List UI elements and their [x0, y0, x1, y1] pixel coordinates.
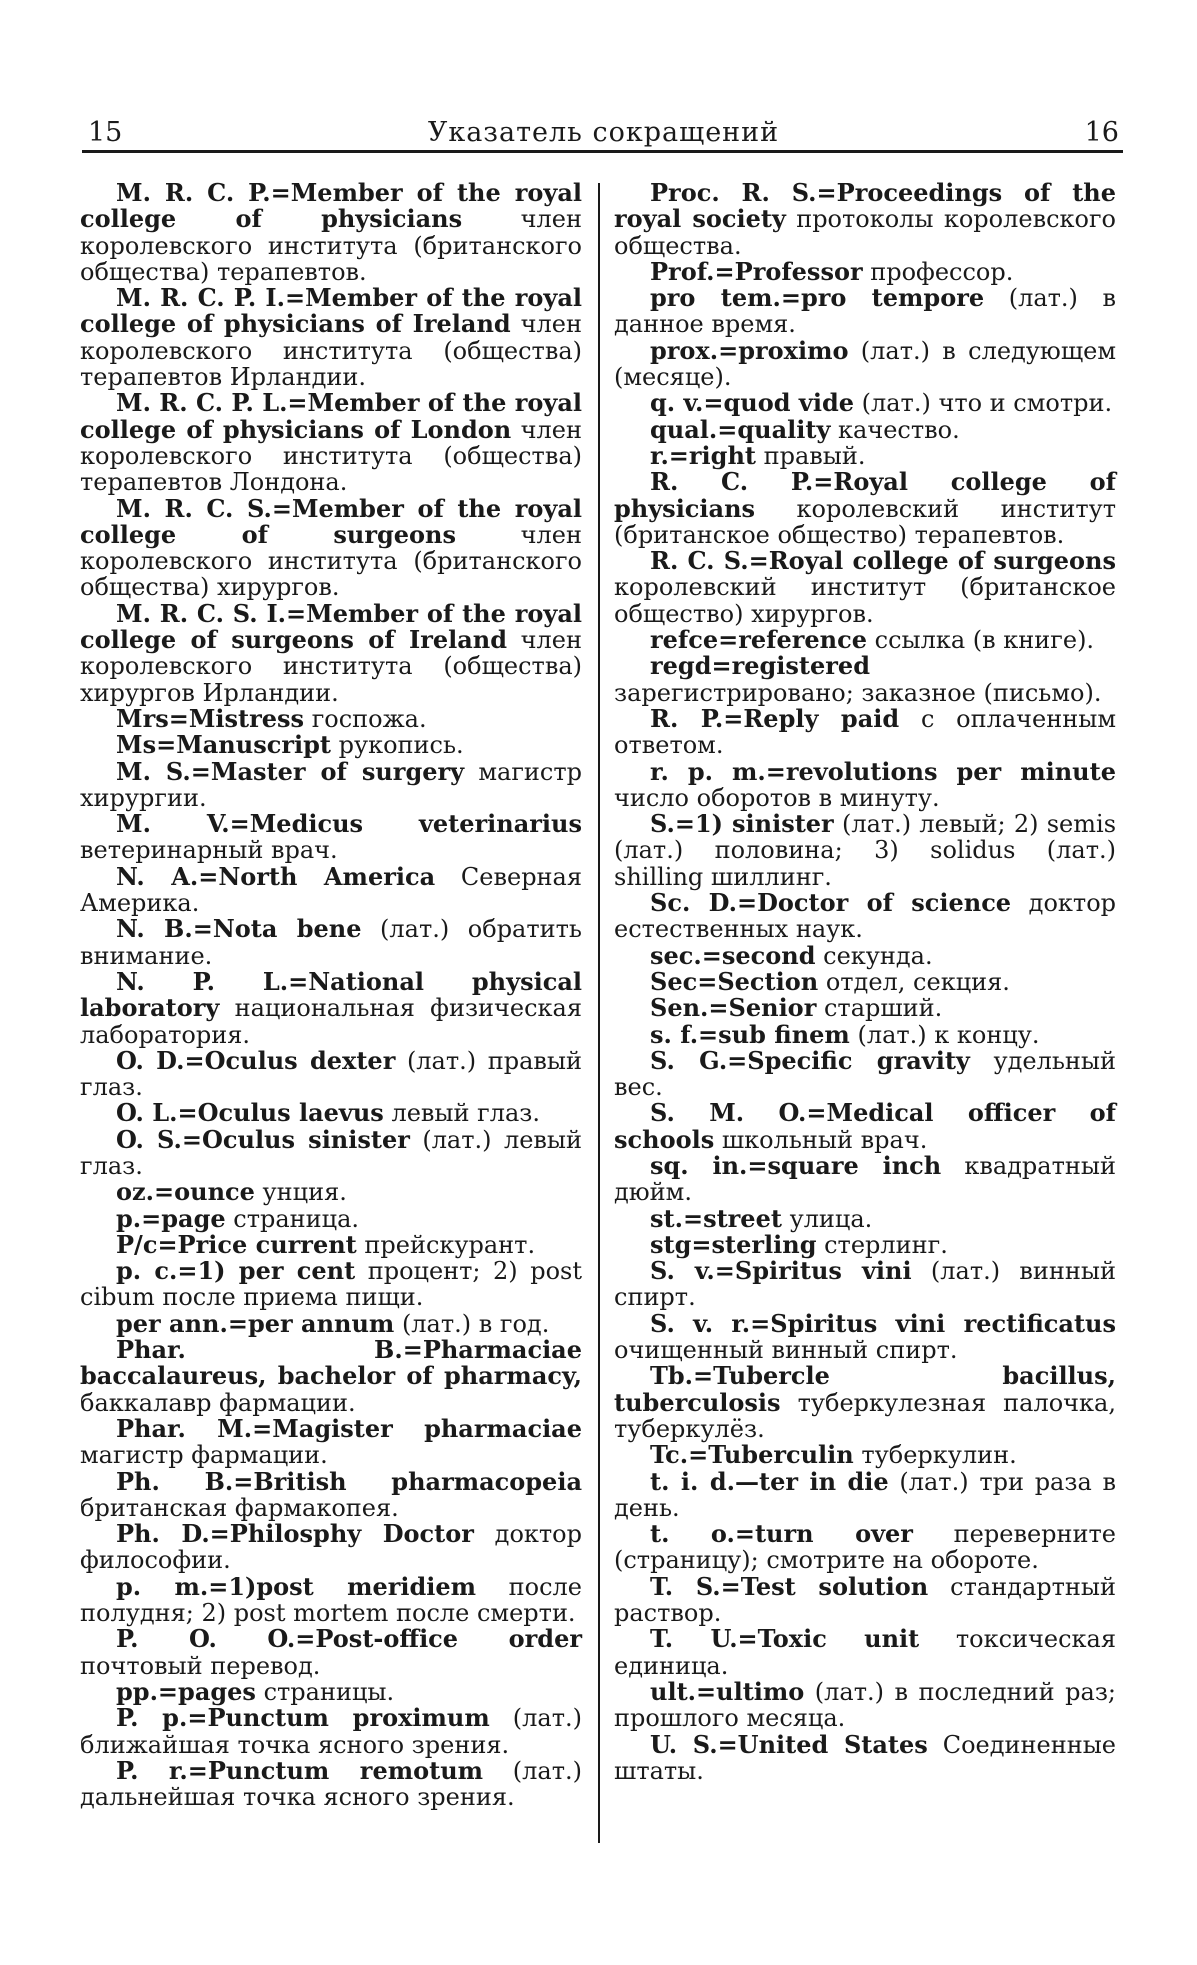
- abbreviation: U. S.: [650, 1729, 718, 1759]
- translation: (лат.) к концу.: [849, 1020, 1040, 1049]
- translation: национальная физическая лаборатория.: [80, 994, 582, 1049]
- abbreviation: Ph. D.: [116, 1519, 210, 1549]
- abbreviation: R. C. P.: [650, 467, 814, 497]
- translation: (лат.) левый глаз.: [80, 1125, 583, 1180]
- translation: токсическая единица.: [614, 1625, 1116, 1680]
- abbreviation-entry: [80, 732, 582, 758]
- abbreviation-entry: [80, 1100, 582, 1126]
- translation: Соединенные штаты.: [614, 1730, 1116, 1785]
- translation: доктор естественных наук.: [614, 889, 1116, 944]
- abbreviation: pp.: [116, 1676, 158, 1706]
- abbreviation: M. S.: [116, 756, 191, 786]
- right-column: [614, 180, 1116, 1784]
- abbreviation-entry: [614, 1045, 1116, 1102]
- abbreviation: N. B.: [116, 914, 193, 944]
- expansion: =1) per cent: [177, 1256, 356, 1286]
- abbreviation: P. O. O.: [116, 1624, 296, 1654]
- abbreviation: per ann.: [116, 1308, 228, 1338]
- abbreviation: M. V.: [116, 809, 230, 839]
- translation: Северная Америка.: [80, 862, 582, 918]
- abbreviation: R. C. S.: [650, 546, 749, 576]
- expansion: =Proceedings of the royal society: [614, 178, 1116, 234]
- translation: (лат.) левый; 2) semis (лат.) половина; 3) solidus (лат.) shilling шиллинг.: [614, 810, 1117, 891]
- expansion: =Oculus sinister: [181, 1124, 410, 1154]
- abbreviation: ult.: [650, 1676, 697, 1706]
- expansion: =second: [701, 940, 816, 970]
- expansion: =sub finem: [698, 1019, 850, 1049]
- abbreviation-entry: [614, 1729, 1116, 1785]
- expansion: =square inch: [747, 1150, 942, 1180]
- translation: ветеринарный врач.: [80, 836, 338, 865]
- abbreviation: M. R. C. P. I.: [116, 283, 285, 313]
- translation: член королевского института (общества) терапевтов Лондона.: [80, 415, 582, 497]
- translation: после полудня; 2) post mortem после смерти.: [80, 1572, 582, 1628]
- abbreviation: Mrs: [116, 703, 169, 733]
- abbreviation-entry: [614, 1442, 1116, 1468]
- expansion: =registered: [711, 651, 870, 681]
- expansion: =Mistress: [168, 703, 305, 733]
- abbreviation: M. R. C. P. L.: [116, 388, 288, 418]
- translation: член королевского института (британского общества) хирургов.: [80, 520, 582, 602]
- abbreviation-entry: [80, 1045, 582, 1102]
- abbreviation-entry: [614, 995, 1116, 1021]
- expansion: =Pharmaciae baccalaureus, bachelor of pharmacy,: [80, 1335, 582, 1391]
- abbreviation: P. p.: [116, 1703, 188, 1733]
- abbreviation: T. U.: [650, 1624, 738, 1654]
- abbreviation-entry: [614, 548, 1116, 627]
- translation: (лат.) что и смотри.: [854, 389, 1113, 418]
- expansion: =Spiritus vini: [714, 1256, 912, 1286]
- abbreviation-entry: [80, 1521, 582, 1574]
- expansion: =Member of the royal college of physicians of London: [80, 388, 582, 444]
- expansion: =Post-office order: [295, 1624, 582, 1654]
- abbreviation: P. r.: [116, 1755, 188, 1785]
- expansion: =pro tempore: [780, 283, 985, 313]
- abbreviation: Phar. B.: [116, 1335, 403, 1365]
- translation: рукопись.: [330, 731, 464, 760]
- translation: ссылка (в книге).: [867, 626, 1095, 655]
- abbreviation: Sec: [650, 966, 698, 996]
- translation: туберкулезная палочка, туберкулёз.: [614, 1388, 1116, 1443]
- expansion: =Royal college of physicians: [614, 467, 1116, 523]
- expansion: =ounce: [154, 1177, 255, 1207]
- abbreviation-entry: [80, 1229, 582, 1259]
- translation: королевский институт (британское общество) терапевтов.: [614, 494, 1116, 549]
- abbreviation: T. S.: [650, 1571, 721, 1601]
- translation: магистр хирургии.: [80, 757, 582, 812]
- expansion: =Member of the royal college of surgeons of Ireland: [80, 598, 582, 655]
- expansion: =Professor: [714, 256, 863, 286]
- abbreviation-entry: [614, 1019, 1116, 1049]
- translation: протоколы королевского общества.: [614, 205, 1116, 260]
- expansion: =Spiritus vini rectificatus: [750, 1308, 1116, 1338]
- abbreviation: Tb.: [650, 1361, 693, 1391]
- expansion: =Manuscript: [156, 730, 331, 760]
- translation: британская фармакопея.: [80, 1493, 399, 1522]
- abbreviation-entry: [614, 703, 1116, 760]
- translation: удельный вес.: [614, 1046, 1116, 1102]
- translation: туберкулин.: [853, 1441, 1017, 1470]
- expansion: =turn over: [734, 1519, 913, 1549]
- translation: госпожа.: [304, 704, 427, 733]
- translation: стандартный раствор.: [614, 1572, 1116, 1628]
- abbreviation: Prof.: [650, 256, 715, 286]
- abbreviation: sec.: [650, 940, 702, 970]
- abbreviation: P/c: [116, 1229, 158, 1259]
- abbreviation-entry: [80, 1755, 582, 1812]
- expansion: =Oculus laevus: [177, 1098, 384, 1128]
- abbreviation: O. L.: [116, 1098, 178, 1128]
- expansion: =Price current: [157, 1229, 357, 1259]
- abbreviation: O. S.: [116, 1124, 182, 1154]
- translation: улица.: [781, 1204, 873, 1233]
- abbreviation-entry: [614, 1363, 1116, 1442]
- translation: с оплаченным ответом.: [614, 704, 1116, 760]
- abbreviation: t. i. d.: [650, 1466, 735, 1496]
- translation: (лат.) дальнейшая точка ясного зрения.: [80, 1756, 582, 1812]
- expansion: =street: [682, 1203, 782, 1233]
- abbreviation: S. v.: [650, 1256, 715, 1286]
- abbreviation: stg: [650, 1229, 692, 1259]
- abbreviation: p. m.: [116, 1571, 209, 1601]
- expansion: =quod vide: [703, 388, 854, 418]
- abbreviation-entry: [80, 1337, 582, 1416]
- abbreviation: regd: [650, 651, 712, 681]
- translation: отдел, секция.: [818, 967, 1010, 996]
- abbreviation-entry: [614, 1229, 1116, 1259]
- abbreviation: refce: [650, 625, 719, 655]
- expansion: =Royal college of surgeons: [748, 546, 1116, 576]
- expansion: =pages: [157, 1676, 256, 1706]
- translation: прейскурант.: [356, 1230, 536, 1259]
- expansion: =Reply paid: [723, 703, 900, 733]
- abbreviation-entry: [80, 703, 582, 733]
- translation: страницы.: [255, 1677, 395, 1706]
- translation: стерлинг.: [816, 1230, 948, 1259]
- abbreviation-entry: [614, 180, 1116, 259]
- expansion: =Medicus veterinarius: [229, 809, 583, 839]
- translation: професcор.: [862, 257, 1014, 286]
- abbreviation-entry: [614, 890, 1116, 943]
- abbreviation: Sc. D.: [650, 888, 737, 918]
- abbreviation-entry: [80, 756, 582, 812]
- expansion: =1) sinister: [674, 809, 834, 839]
- abbreviation: Sen.: [650, 993, 709, 1023]
- translation: (лат.) ближайшая точка ясного зрения.: [80, 1704, 582, 1759]
- expansion: =Member of the royal college of physicians: [80, 178, 582, 234]
- abbreviation: oz.: [116, 1177, 154, 1207]
- abbreviation-entry: [614, 414, 1116, 444]
- abbreviation-entry: [614, 1308, 1116, 1365]
- abbreviation-entry: [80, 1413, 582, 1470]
- abbreviation-entry: [614, 940, 1116, 970]
- abbreviation-entry: [80, 390, 582, 495]
- translation: баккалавр фармации.: [80, 1388, 356, 1417]
- abbreviation-entry: [614, 469, 1116, 548]
- expansion: =reference: [718, 625, 867, 655]
- abbreviation: M. R. C. P.: [116, 178, 271, 207]
- abbreviation-entry: [614, 1571, 1116, 1628]
- expansion: =Medical officer of schools: [614, 1098, 1116, 1154]
- abbreviation-entry: [614, 1676, 1116, 1733]
- abbreviation-entry: [80, 1308, 582, 1338]
- translation: переверните (страницу); смотрите на обороте.: [614, 1520, 1116, 1575]
- translation: доктор философии.: [80, 1520, 582, 1575]
- abbreviation: R. P.: [650, 703, 724, 733]
- abbreviation: S. v. r.: [650, 1308, 751, 1338]
- abbreviation-entry: [614, 811, 1116, 890]
- expansion: =ultimo: [696, 1676, 805, 1706]
- abbreviation: r.: [650, 440, 669, 470]
- translation: зарегистрировано; заказное (письмо).: [614, 678, 1102, 707]
- abbreviation-entry: [80, 180, 582, 285]
- abbreviation: Ph. B.: [116, 1466, 234, 1496]
- translation: (лат.) правый глаз.: [80, 1046, 582, 1102]
- translation: (лат.) в последний раз; прошлого месяца.: [614, 1677, 1116, 1733]
- abbreviation: prox.: [650, 335, 719, 365]
- column-divider: [598, 183, 600, 1843]
- abbreviation-entry: [80, 916, 582, 969]
- abbreviation: pro tem.: [650, 283, 781, 313]
- page-number-left: 15: [88, 117, 123, 148]
- expansion: =Master of surgery: [190, 756, 465, 786]
- expansion: =Philosphy Doctor: [209, 1519, 474, 1549]
- expansion: =Oculus dexter: [184, 1045, 396, 1075]
- abbreviation: N. P. L.: [116, 966, 289, 996]
- translation: член королевского института (общества) хирургов Ирландии.: [80, 626, 582, 707]
- translation: член королевского института (общества) терапевтов Ирландии.: [80, 310, 582, 392]
- abbreviation-entry: [80, 1705, 582, 1758]
- abbreviation: S. G.: [650, 1045, 728, 1075]
- abbreviation-entry: [614, 1258, 1116, 1311]
- expansion: =proximo: [718, 335, 849, 365]
- abbreviation-entry: [80, 811, 582, 864]
- abbreviation-entry: [614, 256, 1116, 286]
- abbreviation-entry: [80, 861, 582, 918]
- abbreviation-entry: [614, 966, 1116, 996]
- translation: процент; 2) post cibum после приема пищи.: [80, 1257, 582, 1312]
- abbreviation-entry: [80, 1124, 583, 1180]
- abbreviation: S.: [650, 809, 675, 839]
- abbreviation: q. v.: [650, 388, 704, 418]
- abbreviation-entry: [80, 1258, 582, 1311]
- expansion: =North America: [198, 861, 436, 891]
- abbreviation: p.: [116, 1203, 142, 1233]
- abbreviation-entry: [614, 653, 1116, 706]
- abbreviation: M. R. C. S.: [116, 493, 272, 523]
- expansion: =revolutions per minute: [765, 756, 1116, 786]
- abbreviation-entry: [80, 1571, 582, 1628]
- page-header: [88, 108, 1119, 148]
- expansion: =quality: [717, 414, 831, 444]
- abbreviation: S. M. O.: [650, 1098, 807, 1128]
- expansion: =Member of the royal college of physicians of Ireland: [80, 283, 582, 339]
- expansion: =National physical laboratory: [80, 966, 582, 1023]
- abbreviation-entry: [614, 1203, 1116, 1233]
- abbreviation: t. o.: [650, 1519, 735, 1549]
- abbreviation-entry: [614, 440, 1116, 470]
- expansion: =sterling: [691, 1229, 817, 1259]
- abbreviation-entry: [80, 966, 582, 1049]
- abbreviation-entry: [614, 335, 1116, 392]
- expansion: =per annum: [227, 1308, 395, 1338]
- expansion: =Specific gravity: [727, 1045, 970, 1075]
- abbreviation: p. c.: [116, 1256, 178, 1286]
- expansion: =Toxic unit: [737, 1624, 920, 1654]
- expansion: =page: [141, 1203, 226, 1233]
- abbreviation-entry: [614, 1466, 1117, 1522]
- translation: качество.: [830, 415, 960, 444]
- abbreviation-entry: [80, 598, 582, 707]
- abbreviation-entry: [614, 285, 1116, 338]
- expansion: =United States: [717, 1729, 928, 1759]
- abbreviation: qual.: [650, 414, 718, 444]
- abbreviation-entry: [614, 756, 1116, 812]
- abbreviation-entry: [614, 1626, 1116, 1679]
- abbreviation-entry: [80, 493, 582, 602]
- translation: почтовый перевод.: [80, 1651, 321, 1680]
- expansion: =1)post meridiem: [208, 1571, 477, 1601]
- translation: унция.: [254, 1178, 347, 1207]
- translation: правый.: [755, 441, 866, 470]
- translation: (лат.) в год.: [394, 1309, 550, 1338]
- abbreviation-entry: [80, 285, 582, 390]
- abbreviation-entry: [80, 1626, 582, 1679]
- expansion: =Section: [697, 966, 819, 996]
- translation: (лат.) три раза в день.: [614, 1467, 1117, 1522]
- translation: левый глаз.: [383, 1099, 540, 1128]
- abbreviation-entry: [614, 1521, 1116, 1574]
- translation: (лат.) обратить внимание.: [80, 915, 582, 970]
- page-number-right: 16: [1084, 117, 1119, 148]
- translation: магистр фармации.: [80, 1441, 328, 1470]
- expansion: =Doctor of science: [736, 888, 1012, 918]
- abbreviation: st.: [650, 1203, 683, 1233]
- abbreviation: Phar. M.: [116, 1413, 253, 1443]
- abbreviation: O. D.: [116, 1045, 185, 1075]
- expansion: =Test solution: [720, 1571, 929, 1601]
- expansion: =Tubercle bacillus, tuberculosis: [614, 1361, 1116, 1417]
- page-title: Указатель сокращений: [427, 117, 780, 148]
- expansion: =Punctum remotum: [187, 1755, 484, 1785]
- translation: королевский институт (британское общество) хирургов.: [614, 573, 1116, 628]
- expansion: =Punctum proximum: [187, 1703, 490, 1733]
- translation: школьный врач.: [714, 1125, 928, 1154]
- abbreviation-entry: [614, 1150, 1116, 1207]
- header-rule: [82, 150, 1123, 153]
- expansion: =Tuberculin: [688, 1440, 854, 1470]
- abbreviation-entry: [614, 390, 1116, 416]
- expansion: =Nota bene: [192, 914, 362, 944]
- translation: страница.: [225, 1204, 360, 1233]
- abbreviation: sq. in.: [650, 1150, 748, 1180]
- abbreviation-entry: [80, 1466, 582, 1522]
- expansion: =Magister pharmaciae: [252, 1413, 582, 1443]
- translation: член королевского института (британского общества) терапевтов.: [80, 205, 582, 286]
- abbreviation-entry: [80, 1203, 582, 1233]
- translation: квадратный дюйм.: [614, 1151, 1116, 1207]
- expansion: —ter in die: [734, 1466, 889, 1496]
- expansion: =British pharmacopeia: [233, 1466, 582, 1496]
- expansion: =right: [668, 440, 756, 470]
- left-column: [80, 180, 582, 1810]
- translation: старший.: [816, 994, 943, 1023]
- abbreviation: Proc. R. S.: [650, 178, 817, 207]
- abbreviation: r. p. m.: [650, 756, 766, 786]
- translation: (лат.) в следующем (месяце).: [614, 336, 1116, 392]
- abbreviation: M. R. C. S. I.: [116, 598, 287, 628]
- translation: очищенный винный спирт.: [614, 1336, 958, 1365]
- abbreviation-entry: [80, 1179, 582, 1205]
- abbreviation-entry: [614, 627, 1116, 653]
- translation: (лат.) в данное время.: [614, 284, 1116, 339]
- expansion: =Senior: [708, 993, 817, 1023]
- translation: число оборотов в минуту.: [614, 783, 940, 812]
- translation: секунда.: [815, 941, 933, 970]
- abbreviation: N. A.: [116, 861, 199, 891]
- abbreviation: s. f.: [650, 1019, 699, 1049]
- translation: (лат.) винный спирт.: [614, 1257, 1117, 1312]
- abbreviation: Tc.: [650, 1440, 689, 1470]
- abbreviation: Ms: [116, 730, 157, 760]
- abbreviation-entry: [80, 1676, 582, 1706]
- expansion: =Member of the royal college of surgeons: [80, 493, 582, 549]
- abbreviation-entry: [614, 1100, 1116, 1153]
